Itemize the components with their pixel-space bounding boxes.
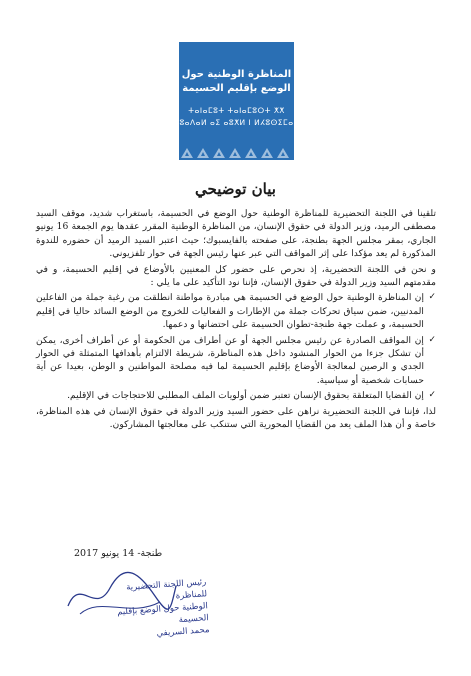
point-text: إن المواقف الصادرة عن رئيس مجلس الجهة أو عن أطراف من الحكومة أو عن أطراف أخرى، يمكن أن تشكل جزءا من الحوار المنشود داخل هذه المناظرة، شريطة الالتزام بأهدافها المتمثلة في الحوار الجدي و الرصين لمعالجة الأوضاع بإقليم الحسيمة لما فيه مصلحة المواطنين و الوطن، بعيدا عن أية حسابات شخصية أو سياسية.: [36, 334, 424, 386]
logo-title-line-1: المناظرة الوطنية حول: [181, 69, 292, 80]
point-text: إن القضايا المتعلقة بحقوق الإنسان تعتبر ضمن أولويات الملف المطلبي للاحتجاجات في الإقليم.: [67, 390, 424, 402]
points-list: [36, 291, 436, 402]
logo-tifinagh-line-1: ⵜⴰⵏⴰⵎⵓⵜ ⵜⴰⵏⴰⵎⵓⵔⵜ ⵅⵅ: [188, 106, 285, 115]
list-item: [36, 334, 436, 388]
list-item: [36, 389, 436, 402]
signature-line-1: رئيس اللجنة التحضيرية للمناظرة: [125, 577, 208, 602]
logo-pattern-band: [179, 144, 294, 160]
conference-logo: [179, 42, 294, 160]
logo-title: [179, 68, 294, 96]
signature-line-2: الوطنية حول الوضع بإقليم الحسيمة: [116, 601, 210, 626]
logo-title-line-2: الوضع بإقليم الحسيمة: [182, 83, 291, 94]
list-item: [36, 291, 436, 331]
conclusion-paragraph: لذا، فإننا في اللجنة التحضيرية نراهن على حضور السيد وزير الدولة في حقوق الإنسان في هذه المناظرة، خاصة و أن هذا الملف يعد من القضايا المحورية التي ستنكب على معالجتها المشاركون.: [36, 405, 436, 431]
signature-name: محمد السريفي: [156, 625, 210, 639]
logo-tifinagh-line-2: ⵓⴰⴷⴰⵍ ⴰⵉ ⴰⵓⵅⵍ ⵏ ⵍⵃⵓⵙⵉⵎⴰ: [179, 118, 294, 127]
checkmark-icon: ✓: [428, 334, 436, 345]
checkmark-icon: ✓: [428, 390, 436, 401]
document-title: بيان توضيحي: [195, 180, 276, 198]
second-paragraph: و نحن في اللجنة التحضيرية، إذ نحرص على حضور كل المعنيين بالأوضاع في إقليم الحسيمة، و في مقدمتهم السيد وزير الدولة في حقوق الإنسان، فإننا نود التأكيد على ما يلي :: [36, 263, 436, 289]
document-body: [36, 207, 436, 434]
document-date: طنجة- 14 يونيو 2017: [74, 548, 163, 559]
intro-paragraph: تلقينا في اللجنة التحضيرية للمناظرة الوطنية حول الوضع في الحسيمة، باستغراب شديد، موقف السيد مصطفى الرميد، وزير الدولة في حقوق الإنسان، من المناظرة الوطنية المقرر عقدها يوم الجمعة 16 يونيو الجاري، بمقر مجلس الجهة بطنجة، على صفحته بالفايسبوك؛ حيث اعتبر السيد الرميد أن حضوره للندوة المذكورة لم يعد مؤكدا على إثر المواقف التي عبر عنها رئيس الجهة في حوار تلفزيوني.: [36, 208, 436, 260]
point-text: إن المناظرة الوطنية حول الوضع في الحسيمة هي مبادرة مواطنة انطلقت من رغبة جملة من الفاعلين المدنيين، ضمن سياق تحركات جملة من الإطارات و الفعاليات للخروج من الوضع السائد حاليا في إقليم الحسيمة، و عملت جهة طنجة-تطوان الحسيمة على احتضانها و دعمها.: [36, 292, 424, 331]
checkmark-icon: ✓: [428, 292, 436, 303]
signature-block: [96, 576, 210, 644]
